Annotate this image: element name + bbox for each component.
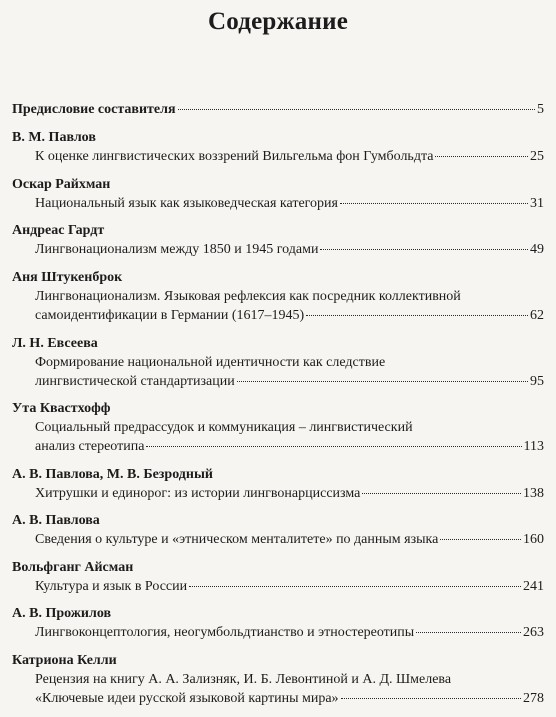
entry-author: Вольфганг Айсман [12,560,134,575]
table-of-contents [12,100,544,717]
entry-title: Национальный язык как языковедческая категория [35,196,338,211]
entry-title: лингвистической стандартизации [35,374,235,389]
entry-author: А. В. Павлова [12,513,100,528]
entry-title: Культура и язык в России [35,579,188,594]
entry-title: Формирование национальной идентичности как следствие [35,355,386,370]
dot-leader [340,202,528,204]
entry-title-line [12,670,544,689]
entry-title-line [12,287,544,306]
dot-leader [189,585,521,587]
entry-author: Аня Штукенброк [12,270,123,285]
page-number: 263 [523,625,544,640]
toc-entry [12,176,544,213]
entry-title-line [12,577,544,596]
entry-title-line [12,689,544,708]
dot-leader [341,697,521,699]
entry-title: Лингвонационализм между 1850 и 1945 годами [35,242,319,257]
entry-title: К оценке лингвистических воззрений Вильгельма фон Гумбольдта [35,149,434,164]
dot-leader [306,314,528,316]
preface-title: Предисловие составителя [12,102,176,117]
dot-leader [146,445,521,447]
entry-author: Оскар Райхман [12,177,111,192]
toc-preface [12,100,544,119]
entry-title-line [12,194,544,213]
entry-author: Катриона Келли [12,653,117,668]
entry-title: Сведения о культуре и «этническом менталитете» по данным языка [35,532,439,547]
page-number: 113 [523,439,544,454]
toc-entry [12,335,544,391]
dot-leader [440,538,521,540]
toc-entry [12,222,544,259]
page-number: 278 [523,691,544,706]
toc-entry [12,466,544,503]
toc-entry [12,605,544,642]
entry-title-line [12,372,544,391]
toc-entry [12,559,544,596]
entry-title-line [12,530,544,549]
page-number: 31 [530,196,544,211]
entry-title: самоидентификации в Германии (1617–1945) [35,308,305,323]
entry-author: Андреас Гардт [12,223,105,238]
dot-leader [178,108,535,110]
dot-leader [362,492,521,494]
page-number: 160 [523,532,544,547]
toc-entries [12,129,544,708]
entry-author: А. В. Павлова, М. В. Безродный [12,467,213,482]
dot-leader [237,380,528,382]
toc-entry [12,269,544,325]
entry-title-line [12,147,544,166]
entry-title: Социальный предрассудок и коммуникация – лингвистический [35,420,413,435]
page-number: 25 [530,149,544,164]
dot-leader [416,631,521,633]
toc-entry [12,129,544,166]
page-number: 95 [530,374,544,389]
entry-author: Л. Н. Евсеева [12,336,98,351]
page-title: Содержание [207,8,348,35]
entry-author: Ута Квастхофф [12,401,111,416]
page-number: 138 [523,486,544,501]
entry-title: «Ключевые идеи русской языковой картины мира» [35,691,339,706]
page-number: 241 [523,579,544,594]
entry-title: Хитрушки и единорог: из истории лингвонарциссизма [35,486,361,501]
entry-author: А. В. Прожилов [12,606,112,621]
entry-title-line [12,240,544,259]
page-number: 49 [530,242,544,257]
entry-title-line [12,437,544,456]
entry-title: Лингвонационализм. Языковая рефлексия как посредник коллективной [35,289,461,304]
dot-leader [435,155,528,157]
entry-title-line [12,418,544,437]
entry-title: анализ стереотипа [35,439,145,454]
page-number: 5 [537,102,544,117]
entry-author: В. М. Павлов [12,130,96,145]
entry-title: Лингвоконцептология, неогумбольдтианство и этностереотипы [35,625,415,640]
entry-title-line [12,353,544,372]
entry-title: Рецензия на книгу А. А. Зализняк, И. Б. Левонтиной и А. Д. Шмелева [35,672,452,687]
entry-title-line [12,623,544,642]
toc-entry [12,512,544,549]
entry-title-line [12,306,544,325]
page-number: 62 [530,308,544,323]
toc-entry [12,400,544,456]
entry-title-line [12,484,544,503]
dot-leader [320,248,528,250]
